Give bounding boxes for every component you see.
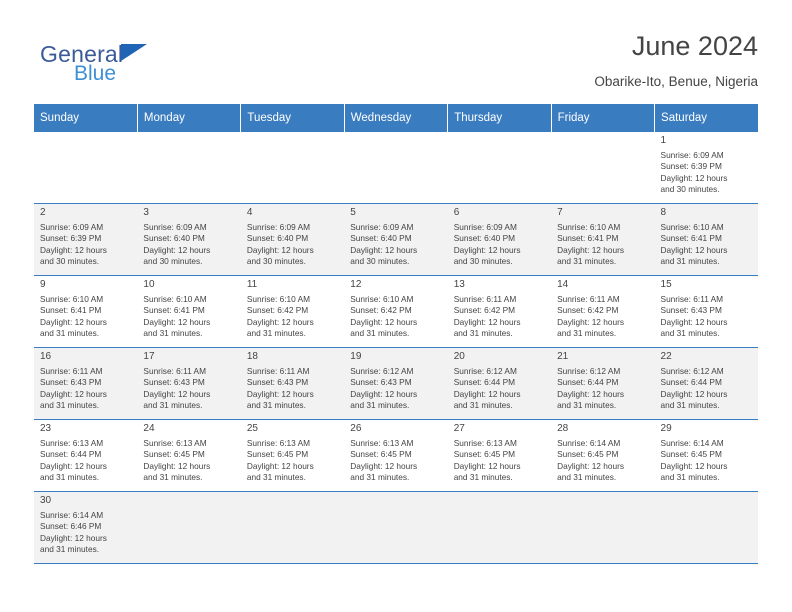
sunset-text: Sunset: 6:45 PM bbox=[660, 449, 722, 460]
daylight-text-1: Daylight: 12 hours bbox=[660, 460, 728, 471]
weekday-header-saturday: Saturday bbox=[655, 104, 758, 132]
sunrise-text: Sunrise: 6:09 AM bbox=[246, 222, 311, 232]
calendar-week-row bbox=[34, 132, 758, 204]
daylight-text-2: and 31 minutes. bbox=[557, 472, 617, 483]
sunset-text: Sunset: 6:41 PM bbox=[557, 233, 619, 244]
daylight-text-1: Daylight: 12 hours bbox=[350, 316, 418, 327]
calendar-day-cell bbox=[34, 132, 137, 204]
day-number: 11 bbox=[246, 279, 258, 290]
sunset-text: Sunset: 6:39 PM bbox=[40, 233, 102, 244]
daylight-text-1: Daylight: 12 hours bbox=[40, 316, 107, 327]
calendar-day-cell bbox=[241, 132, 344, 204]
day-number: 28 bbox=[557, 423, 569, 434]
sunset-text: Sunset: 6:43 PM bbox=[350, 377, 412, 388]
day-number: 22 bbox=[660, 351, 672, 362]
calendar-day-cell bbox=[34, 348, 137, 420]
calendar-day-cell bbox=[551, 276, 654, 348]
daylight-text-2: and 30 minutes. bbox=[40, 256, 100, 267]
sunset-text: Sunset: 6:45 PM bbox=[350, 449, 412, 460]
title-block bbox=[594, 30, 758, 89]
sunset-text: Sunset: 6:43 PM bbox=[660, 305, 722, 316]
calendar-day-cell bbox=[448, 348, 551, 420]
day-number: 17 bbox=[143, 351, 155, 362]
daylight-text-2: and 31 minutes. bbox=[143, 472, 203, 483]
logo-blue-text: Blue bbox=[74, 62, 117, 85]
page-title: June 2024 bbox=[631, 31, 758, 61]
sunset-text: Sunset: 6:42 PM bbox=[350, 305, 412, 316]
sunrise-text: Sunrise: 6:13 AM bbox=[453, 438, 517, 448]
daylight-text-2: and 30 minutes. bbox=[246, 256, 306, 267]
day-info bbox=[40, 222, 132, 268]
daylight-text-1: Daylight: 12 hours bbox=[660, 316, 728, 327]
logo-general-text: General bbox=[40, 41, 124, 67]
sunrise-text: Sunrise: 6:10 AM bbox=[143, 294, 207, 304]
daylight-text-2: and 30 minutes. bbox=[453, 256, 513, 267]
sunset-text: Sunset: 6:41 PM bbox=[660, 233, 722, 244]
day-info bbox=[247, 438, 339, 484]
day-number: 13 bbox=[453, 279, 465, 290]
day-number: 15 bbox=[660, 279, 672, 290]
daylight-text-1: Daylight: 12 hours bbox=[557, 388, 624, 399]
daylight-text-2: and 31 minutes. bbox=[40, 472, 100, 483]
sunset-text: Sunset: 6:43 PM bbox=[143, 377, 205, 388]
day-number: 2 bbox=[40, 207, 46, 218]
daylight-text-1: Daylight: 12 hours bbox=[350, 244, 418, 255]
daylight-text-2: and 31 minutes. bbox=[350, 400, 410, 411]
calendar-day-cell bbox=[655, 132, 758, 204]
weekday-header-sunday: Sunday bbox=[34, 104, 137, 132]
day-info bbox=[247, 366, 339, 412]
daylight-text-1: Daylight: 12 hours bbox=[557, 244, 624, 255]
daylight-text-1: Daylight: 12 hours bbox=[246, 388, 314, 399]
daylight-text-2: and 31 minutes. bbox=[246, 472, 306, 483]
day-number: 25 bbox=[246, 423, 258, 434]
calendar-day-cell bbox=[448, 276, 551, 348]
weekday-header-row bbox=[34, 104, 758, 132]
day-info bbox=[350, 438, 442, 484]
sunrise-text: Sunrise: 6:10 AM bbox=[557, 222, 621, 232]
calendar-day-cell bbox=[655, 420, 758, 492]
sunset-text: Sunset: 6:45 PM bbox=[246, 449, 309, 460]
day-info bbox=[661, 438, 753, 484]
sunrise-text: Sunrise: 6:10 AM bbox=[350, 294, 414, 304]
daylight-text-1: Daylight: 12 hours bbox=[246, 316, 314, 327]
day-info bbox=[350, 222, 442, 268]
calendar-day-cell bbox=[551, 132, 654, 204]
day-number: 6 bbox=[453, 207, 460, 218]
daylight-text-2: and 31 minutes. bbox=[453, 472, 513, 483]
daylight-text-2: and 31 minutes. bbox=[350, 328, 410, 339]
calendar-day-cell bbox=[241, 420, 344, 492]
calendar-week-row bbox=[34, 348, 758, 420]
calendar-day-cell bbox=[241, 492, 344, 564]
daylight-text-1: Daylight: 12 hours bbox=[246, 460, 314, 471]
daylight-text-2: and 31 minutes. bbox=[557, 400, 617, 411]
day-info bbox=[143, 438, 235, 484]
day-info bbox=[350, 294, 442, 340]
calendar-day-cell bbox=[137, 276, 240, 348]
calendar-day-cell bbox=[448, 132, 551, 204]
calendar-day-cell bbox=[344, 132, 447, 204]
day-info bbox=[557, 294, 649, 340]
day-info bbox=[454, 294, 546, 340]
daylight-text-2: and 31 minutes. bbox=[143, 328, 203, 339]
daylight-text-2: and 31 minutes. bbox=[660, 328, 720, 339]
calendar-day-cell bbox=[655, 276, 758, 348]
daylight-text-2: and 31 minutes. bbox=[660, 400, 720, 411]
day-number: 9 bbox=[40, 279, 46, 290]
calendar-day-cell bbox=[241, 276, 344, 348]
daylight-text-1: Daylight: 12 hours bbox=[143, 316, 211, 327]
daylight-text-2: and 31 minutes. bbox=[143, 400, 203, 411]
sunrise-text: Sunrise: 6:12 AM bbox=[453, 366, 517, 376]
day-info bbox=[40, 366, 132, 412]
day-info bbox=[557, 366, 649, 412]
day-info bbox=[247, 294, 339, 340]
day-info bbox=[454, 222, 546, 268]
daylight-text-2: and 31 minutes. bbox=[40, 328, 100, 339]
calendar-day-cell bbox=[137, 132, 240, 204]
sunrise-text: Sunrise: 6:11 AM bbox=[143, 366, 206, 376]
daylight-text-2: and 31 minutes. bbox=[350, 472, 410, 483]
calendar-day-cell bbox=[137, 420, 240, 492]
sunset-text: Sunset: 6:40 PM bbox=[350, 233, 412, 244]
day-info bbox=[661, 294, 753, 340]
day-info bbox=[143, 366, 235, 412]
daylight-text-1: Daylight: 12 hours bbox=[143, 460, 211, 471]
day-number: 19 bbox=[350, 351, 362, 362]
day-info bbox=[40, 438, 132, 484]
daylight-text-1: Daylight: 12 hours bbox=[143, 244, 211, 255]
daylight-text-1: Daylight: 12 hours bbox=[246, 244, 314, 255]
sunset-text: Sunset: 6:41 PM bbox=[143, 305, 205, 316]
day-info bbox=[454, 438, 546, 484]
calendar-week-row bbox=[34, 276, 758, 348]
daylight-text-2: and 30 minutes. bbox=[660, 184, 720, 195]
weekday-header-monday: Monday bbox=[137, 104, 240, 132]
sunrise-text: Sunrise: 6:13 AM bbox=[40, 438, 104, 448]
daylight-text-2: and 31 minutes. bbox=[557, 328, 617, 339]
sunset-text: Sunset: 6:40 PM bbox=[453, 233, 516, 244]
day-number: 18 bbox=[246, 351, 258, 362]
calendar-day-cell bbox=[551, 204, 654, 276]
sunrise-text: Sunrise: 6:12 AM bbox=[660, 366, 724, 376]
daylight-text-1: Daylight: 12 hours bbox=[40, 460, 107, 471]
sunset-text: Sunset: 6:41 PM bbox=[40, 305, 102, 316]
day-info bbox=[143, 222, 235, 268]
sunset-text: Sunset: 6:40 PM bbox=[246, 233, 309, 244]
day-number: 12 bbox=[350, 279, 362, 290]
sunrise-text: Sunrise: 6:09 AM bbox=[40, 222, 104, 232]
calendar-day-cell bbox=[448, 420, 551, 492]
sunset-text: Sunset: 6:46 PM bbox=[40, 521, 102, 532]
daylight-text-2: and 30 minutes. bbox=[350, 256, 410, 267]
day-number: 3 bbox=[143, 207, 149, 218]
sunrise-text: Sunrise: 6:13 AM bbox=[350, 438, 414, 448]
daylight-text-2: and 31 minutes. bbox=[40, 400, 100, 411]
sunset-text: Sunset: 6:44 PM bbox=[453, 377, 516, 388]
day-number: 5 bbox=[350, 207, 356, 218]
daylight-text-2: and 31 minutes. bbox=[557, 256, 617, 267]
daylight-text-1: Daylight: 12 hours bbox=[660, 244, 728, 255]
daylight-text-1: Daylight: 12 hours bbox=[557, 316, 624, 327]
day-number: 7 bbox=[557, 207, 563, 218]
daylight-text-1: Daylight: 12 hours bbox=[453, 244, 521, 255]
sunset-text: Sunset: 6:44 PM bbox=[557, 377, 619, 388]
day-number: 24 bbox=[143, 423, 155, 434]
sunrise-text: Sunrise: 6:14 AM bbox=[660, 438, 724, 448]
calendar-day-cell bbox=[34, 276, 137, 348]
sunset-text: Sunset: 6:44 PM bbox=[660, 377, 722, 388]
sunset-text: Sunset: 6:44 PM bbox=[40, 449, 102, 460]
sunrise-text: Sunrise: 6:14 AM bbox=[40, 510, 104, 520]
day-info bbox=[661, 150, 753, 196]
sunset-text: Sunset: 6:45 PM bbox=[557, 449, 619, 460]
daylight-text-1: Daylight: 12 hours bbox=[660, 388, 728, 399]
day-number: 16 bbox=[40, 351, 52, 362]
calendar-day-cell bbox=[344, 420, 447, 492]
sunrise-text: Sunrise: 6:10 AM bbox=[40, 294, 104, 304]
calendar-day-cell bbox=[448, 204, 551, 276]
sunset-text: Sunset: 6:43 PM bbox=[246, 377, 309, 388]
logo-flag-icon bbox=[121, 44, 147, 61]
day-info bbox=[143, 294, 235, 340]
calendar-day-cell bbox=[137, 204, 240, 276]
daylight-text-1: Daylight: 12 hours bbox=[143, 388, 211, 399]
sunrise-text: Sunrise: 6:10 AM bbox=[660, 222, 724, 232]
daylight-text-2: and 31 minutes. bbox=[660, 472, 720, 483]
sunset-text: Sunset: 6:42 PM bbox=[557, 305, 619, 316]
daylight-text-1: Daylight: 12 hours bbox=[40, 244, 107, 255]
day-info bbox=[557, 438, 649, 484]
calendar-day-cell bbox=[344, 276, 447, 348]
calendar-day-cell bbox=[241, 204, 344, 276]
day-number: 10 bbox=[143, 279, 155, 290]
sunset-text: Sunset: 6:42 PM bbox=[246, 305, 309, 316]
sunset-text: Sunset: 6:45 PM bbox=[143, 449, 205, 460]
daylight-text-1: Daylight: 12 hours bbox=[350, 460, 418, 471]
daylight-text-1: Daylight: 12 hours bbox=[40, 388, 107, 399]
daylight-text-1: Daylight: 12 hours bbox=[453, 460, 521, 471]
day-number: 21 bbox=[557, 351, 569, 362]
sunrise-text: Sunrise: 6:11 AM bbox=[453, 294, 517, 304]
calendar-day-cell bbox=[344, 348, 447, 420]
sunrise-text: Sunrise: 6:11 AM bbox=[246, 366, 310, 376]
sunrise-text: Sunrise: 6:09 AM bbox=[143, 222, 207, 232]
calendar-week-row bbox=[34, 492, 758, 564]
calendar-week-row bbox=[34, 420, 758, 492]
day-info bbox=[40, 510, 132, 556]
day-number: 8 bbox=[660, 207, 667, 218]
sunset-text: Sunset: 6:43 PM bbox=[40, 377, 102, 388]
calendar-day-cell bbox=[655, 348, 758, 420]
day-info bbox=[454, 366, 546, 412]
daylight-text-2: and 31 minutes. bbox=[246, 400, 306, 411]
day-number: 30 bbox=[40, 495, 52, 506]
sunrise-text: Sunrise: 6:09 AM bbox=[350, 222, 414, 232]
daylight-text-1: Daylight: 12 hours bbox=[40, 532, 107, 543]
sunrise-text: Sunrise: 6:09 AM bbox=[453, 222, 517, 232]
daylight-text-2: and 31 minutes. bbox=[40, 544, 100, 555]
generalblue-logo bbox=[40, 42, 240, 84]
calendar-day-cell bbox=[551, 420, 654, 492]
daylight-text-1: Daylight: 12 hours bbox=[557, 460, 624, 471]
calendar-day-cell bbox=[551, 348, 654, 420]
daylight-text-1: Daylight: 12 hours bbox=[350, 388, 418, 399]
calendar-day-cell bbox=[137, 492, 240, 564]
daylight-text-2: and 31 minutes. bbox=[660, 256, 720, 267]
day-number: 14 bbox=[557, 279, 569, 290]
sunrise-text: Sunrise: 6:12 AM bbox=[350, 366, 414, 376]
day-info bbox=[661, 222, 753, 268]
calendar-day-cell bbox=[34, 492, 137, 564]
day-info bbox=[40, 294, 132, 340]
weekday-header-tuesday: Tuesday bbox=[241, 104, 344, 132]
calendar-day-cell bbox=[137, 348, 240, 420]
day-number: 26 bbox=[350, 423, 362, 434]
calendar-day-cell bbox=[344, 492, 447, 564]
location-subtitle: Obarike-Ito, Benue, Nigeria bbox=[594, 74, 758, 89]
daylight-text-2: and 31 minutes. bbox=[246, 328, 306, 339]
weekday-header-thursday: Thursday bbox=[448, 104, 551, 132]
daylight-text-1: Daylight: 12 hours bbox=[453, 316, 521, 327]
calendar-table bbox=[34, 104, 758, 564]
sunrise-text: Sunrise: 6:12 AM bbox=[557, 366, 621, 376]
sunrise-text: Sunrise: 6:09 AM bbox=[660, 150, 724, 160]
calendar-day-cell bbox=[551, 492, 654, 564]
day-info bbox=[350, 366, 442, 412]
sunrise-text: Sunrise: 6:13 AM bbox=[246, 438, 311, 448]
sunrise-text: Sunrise: 6:10 AM bbox=[246, 294, 311, 304]
day-info bbox=[661, 366, 753, 412]
day-number: 29 bbox=[660, 423, 672, 434]
daylight-text-2: and 31 minutes. bbox=[453, 328, 513, 339]
calendar-day-cell bbox=[448, 492, 551, 564]
calendar-day-cell bbox=[344, 204, 447, 276]
sunrise-text: Sunrise: 6:11 AM bbox=[660, 294, 724, 304]
day-info bbox=[557, 222, 649, 268]
sunset-text: Sunset: 6:39 PM bbox=[660, 161, 722, 172]
sunrise-text: Sunrise: 6:11 AM bbox=[40, 366, 103, 376]
day-number: 20 bbox=[453, 351, 465, 362]
calendar-day-cell bbox=[655, 204, 758, 276]
sunrise-text: Sunrise: 6:14 AM bbox=[557, 438, 621, 448]
daylight-text-1: Daylight: 12 hours bbox=[453, 388, 521, 399]
sunrise-text: Sunrise: 6:13 AM bbox=[143, 438, 207, 448]
daylight-text-2: and 30 minutes. bbox=[143, 256, 203, 267]
weekday-header-friday: Friday bbox=[551, 104, 654, 132]
weekday-header-wednesday: Wednesday bbox=[344, 104, 447, 132]
calendar-day-cell bbox=[34, 420, 137, 492]
day-number: 1 bbox=[660, 135, 667, 146]
calendar-day-cell bbox=[34, 204, 137, 276]
page-header bbox=[34, 30, 758, 92]
sunrise-text: Sunrise: 6:11 AM bbox=[557, 294, 620, 304]
daylight-text-1: Daylight: 12 hours bbox=[660, 172, 728, 183]
sunset-text: Sunset: 6:40 PM bbox=[143, 233, 205, 244]
sunset-text: Sunset: 6:42 PM bbox=[453, 305, 516, 316]
day-info bbox=[247, 222, 339, 268]
calendar-day-cell bbox=[241, 348, 344, 420]
daylight-text-2: and 31 minutes. bbox=[453, 400, 513, 411]
calendar-week-row bbox=[34, 204, 758, 276]
sunset-text: Sunset: 6:45 PM bbox=[453, 449, 516, 460]
day-number: 23 bbox=[40, 423, 52, 434]
day-number: 27 bbox=[453, 423, 465, 434]
day-number: 4 bbox=[246, 207, 253, 218]
calendar-day-cell bbox=[655, 492, 758, 564]
